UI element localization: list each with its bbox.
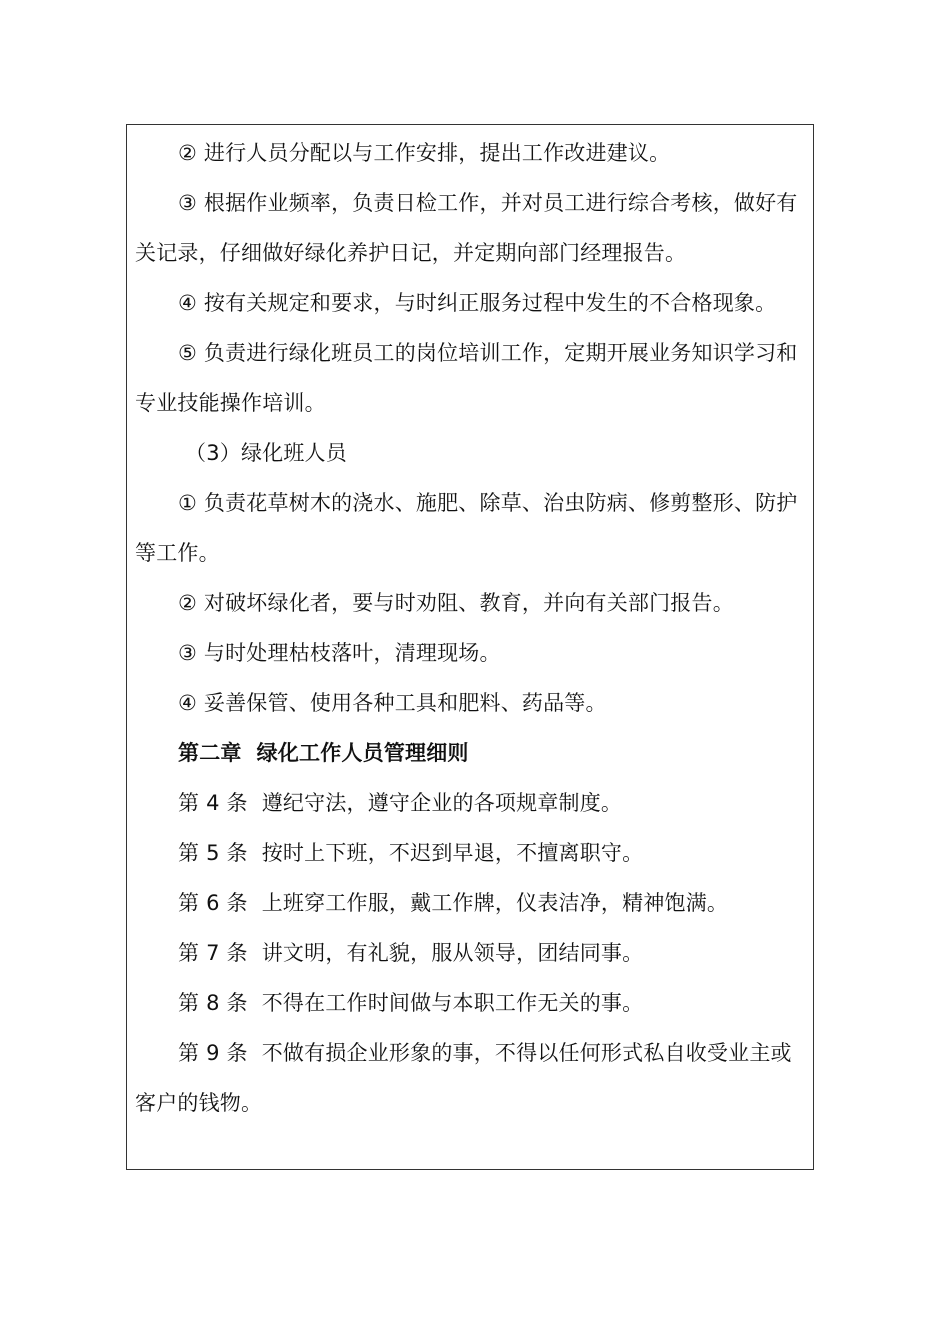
article-4 <box>135 778 807 828</box>
article-text: 按时上下班，不迟到早退，不擅离职守。 <box>261 841 644 865</box>
article-number: 第 8 条 <box>178 991 248 1015</box>
article-text: 遵纪守法，遵守企业的各项规章制度。 <box>261 791 623 815</box>
paragraph-item-4: ④ 按有关规定和要求，与时纠正服务过程中发生的不合格现象。 <box>178 291 777 315</box>
article-number: 第 5 条 <box>178 841 248 865</box>
paragraph-staff-1: ① 负责花草树木的浇水、施肥、除草、治虫防病、修剪整形、防护等工作。 <box>135 491 798 565</box>
article-9 <box>135 1028 807 1128</box>
paragraph-item-5: ⑤ 负责进行绿化班员工的岗位培训工作，定期开展业务知识学习和专业技能操作培训。 <box>135 341 798 415</box>
article-number: 第 6 条 <box>178 891 248 915</box>
article-8 <box>135 978 807 1028</box>
section-heading: （3）绿化班人员 <box>185 441 347 465</box>
article-text: 不得在工作时间做与本职工作无关的事。 <box>261 991 644 1015</box>
paragraph-staff-4: ④ 妥善保管、使用各种工具和肥料、药品等。 <box>178 691 607 715</box>
article-5 <box>135 828 807 878</box>
article-7 <box>135 928 807 978</box>
article-6 <box>135 878 807 928</box>
article-text: 上班穿工作服，戴工作牌，仪表洁净，精神饱满。 <box>261 891 729 915</box>
article-text: 讲文明，有礼貌，服从领导，团结同事。 <box>261 941 644 965</box>
article-number: 第 9 条 <box>178 1041 248 1065</box>
chapter-title: 第二章 绿化工作人员管理细则 <box>178 741 469 765</box>
paragraph-staff-3: ③ 与时处理枯枝落叶，清理现场。 <box>178 641 501 665</box>
paragraph-staff-2: ② 对破坏绿化者，要与时劝阻、教育，并向有关部门报告。 <box>178 591 734 615</box>
article-number: 第 7 条 <box>178 941 248 965</box>
article-number: 第 4 条 <box>178 791 248 815</box>
paragraph-item-2: ② 进行人员分配以与工作安排，提出工作改进建议。 <box>178 141 671 165</box>
article-text: 不做有损企业形象的事，不得以任何形式私自收受业主或客户的钱物。 <box>135 1041 792 1115</box>
document-body <box>135 128 807 1128</box>
paragraph-item-3: ③ 根据作业频率，负责日检工作，并对员工进行综合考核，做好有关记录，仔细做好绿化养护日记，并定期向部门经理报告。 <box>135 191 798 265</box>
